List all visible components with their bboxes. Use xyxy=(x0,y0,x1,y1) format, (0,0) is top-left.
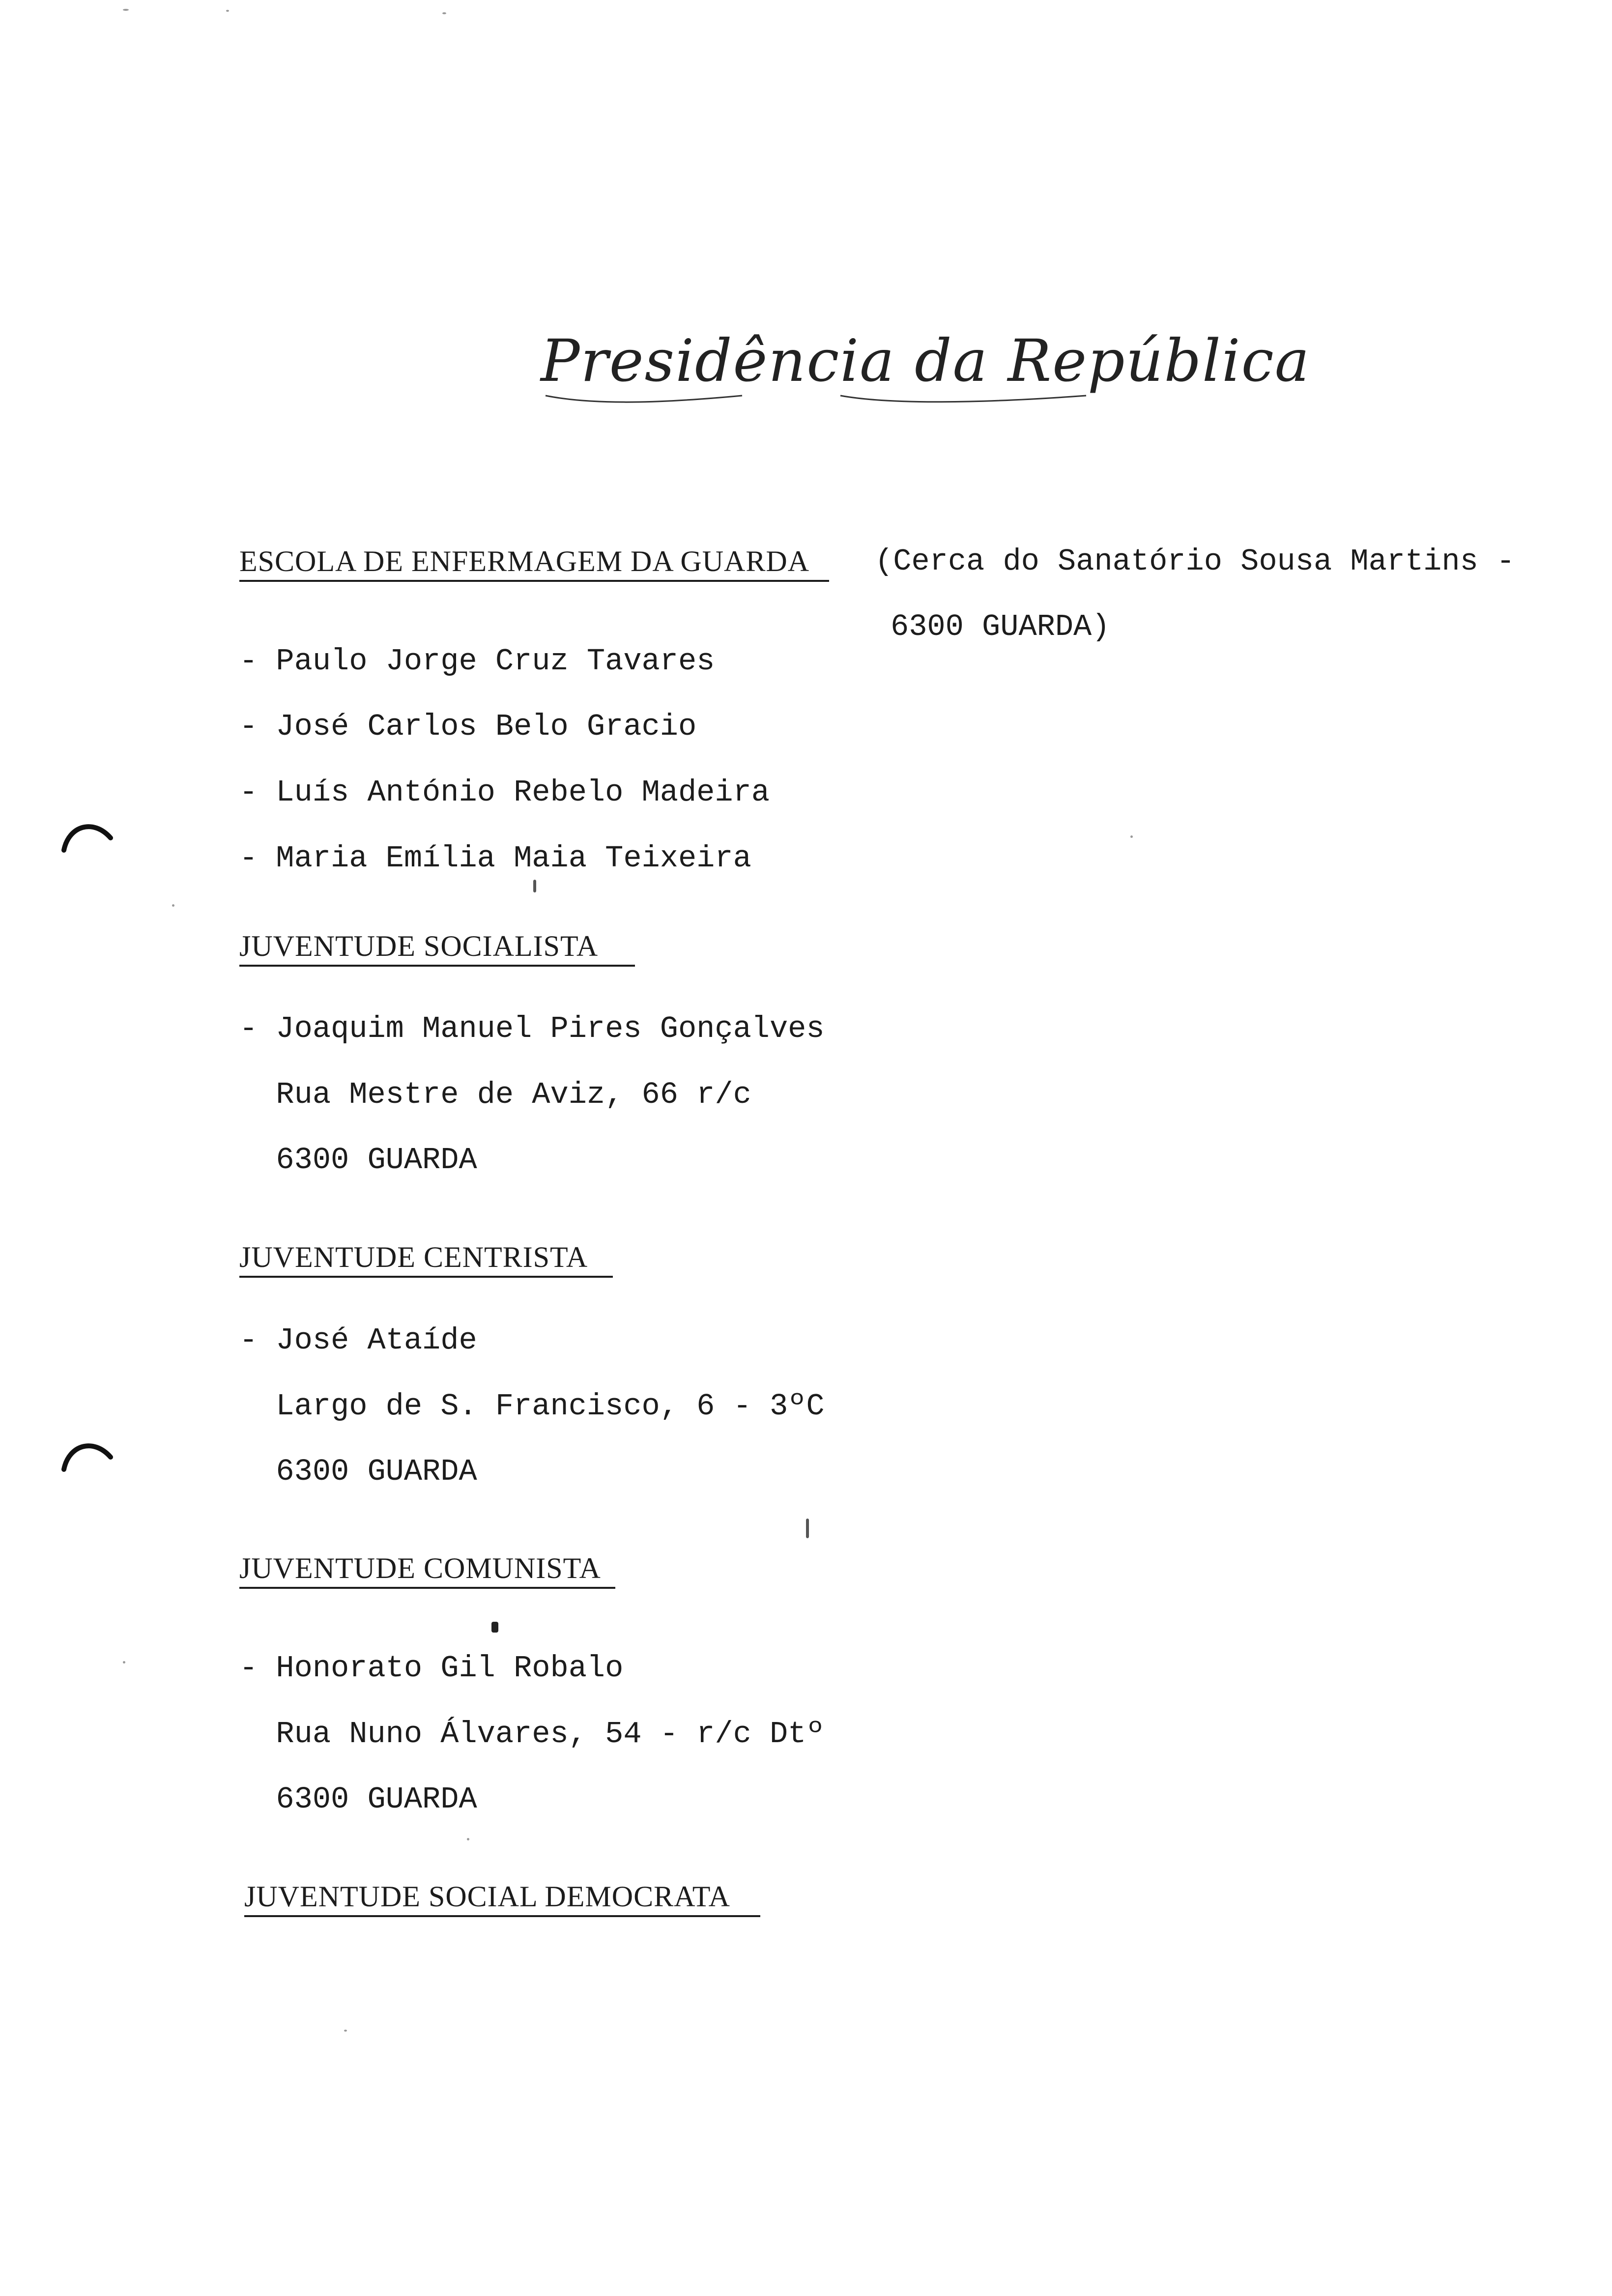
section-heading-comunista: JUVENTUDE COMUNISTA xyxy=(239,1552,601,1584)
scan-speck xyxy=(442,12,446,14)
flourish-left xyxy=(546,396,742,402)
list-item: - Honorato Gil Robalo xyxy=(239,1651,624,1686)
scan-speck xyxy=(533,880,536,892)
section-heading-social-democrata: JUVENTUDE SOCIAL DEMOCRATA xyxy=(244,1880,730,1913)
section-heading-escola: ESCOLA DE ENFERMAGEM DA GUARDA xyxy=(239,545,810,577)
section-heading-socialista: JUVENTUDE SOCIALISTA xyxy=(239,930,599,962)
letterhead xyxy=(536,322,1311,415)
letterhead-script xyxy=(536,322,1311,415)
underline-escola xyxy=(239,580,829,582)
underline-socialista xyxy=(239,965,635,967)
scan-speck xyxy=(172,904,174,907)
punch-hole-mark xyxy=(59,1435,118,1474)
scan-speck xyxy=(1130,835,1133,838)
list-item: - José Carlos Belo Gracio xyxy=(239,709,697,744)
list-item: 6300 GUARDA xyxy=(239,1782,477,1817)
list-item: - Joaquim Manuel Pires Gonçalves xyxy=(239,1011,825,1046)
list-item: 6300 GUARDA xyxy=(239,1143,477,1177)
section-heading-centrista: JUVENTUDE CENTRISTA xyxy=(239,1241,588,1273)
list-item: Rua Mestre de Aviz, 66 r/c xyxy=(239,1077,751,1112)
list-item: - Paulo Jorge Cruz Tavares xyxy=(239,644,715,679)
aside-line-1: (Cerca do Sanatório Sousa Martins - xyxy=(875,544,1515,579)
scan-speck xyxy=(806,1519,809,1538)
underline-centrista xyxy=(239,1276,613,1278)
scan-speck xyxy=(344,2030,347,2032)
scan-speck xyxy=(226,10,229,12)
scan-speck xyxy=(467,1838,469,1840)
punch-hole-mark xyxy=(59,816,118,855)
scan-speck xyxy=(123,1661,125,1664)
aside-line-2: 6300 GUARDA) xyxy=(891,609,1110,644)
list-item: - Maria Emília Maia Teixeira xyxy=(239,841,751,876)
list-item: Largo de S. Francisco, 6 - 3ºC xyxy=(239,1389,825,1424)
list-item: - José Ataíde xyxy=(239,1323,477,1358)
scan-speck xyxy=(491,1622,498,1633)
underline-social-democrata xyxy=(244,1915,760,1917)
flourish-right xyxy=(840,396,1086,402)
letterhead-text: Presidência da República xyxy=(541,327,1311,395)
list-item: 6300 GUARDA xyxy=(239,1454,477,1489)
list-item: Rua Nuno Álvares, 54 - r/c Dtº xyxy=(239,1717,825,1751)
underline-comunista xyxy=(239,1587,615,1589)
list-item: - Luís António Rebelo Madeira xyxy=(239,775,770,810)
scan-speck xyxy=(123,9,129,11)
